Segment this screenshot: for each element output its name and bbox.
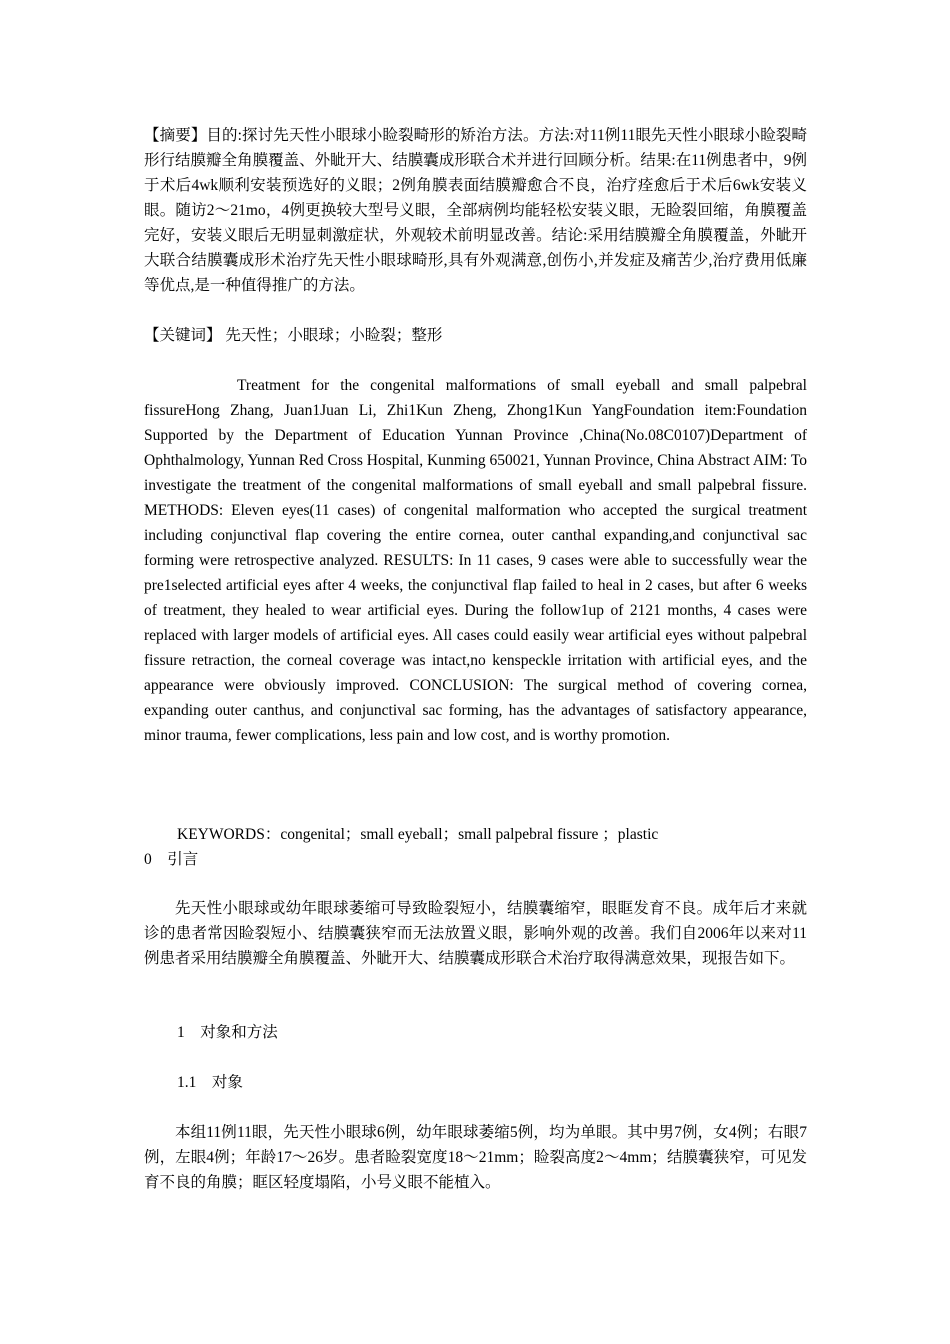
section-1-heading: 1 对象和方法	[177, 1024, 278, 1041]
keywords-english: KEYWORDS：congenital；small eyeball；small palpebral fissure ；plastic	[177, 826, 659, 843]
keywords-chinese: 【关键词】 先天性；小眼球；小睑裂；整形	[144, 327, 443, 344]
introduction-paragraph: 先天性小眼球或幼年眼球萎缩可导致睑裂短小，结膜囊缩窄，眼眶发育不良。成年后才来就诊的患者常因睑裂短小、结膜囊狭窄而无法放置义眼，影响外观的改善。我们自2006年以来对11例患者采用结膜瓣全角膜覆盖、外眦开大、结膜囊成形联合术治疗取得满意效果，现报告如下。	[144, 900, 807, 967]
section-0-heading: 0 引言	[144, 851, 199, 868]
abstract-chinese: 【摘要】目的:探讨先天性小眼球小睑裂畸形的矫治方法。方法:对11例11眼先天性小眼球小睑裂畸形行结膜瓣全角膜覆盖、外眦开大、结膜囊成形联合术并进行回顾分析。结果:在11例患者中，9例于术后4wk顺利安装预选好的义眼；2例角膜表面结膜瓣愈合不良，治疗痊愈后于术后6wk安装义眼。随访2～21mo，4例更换较大型号义眼，全部病例均能轻松安装义眼，无睑裂回缩，角膜覆盖完好，安装义眼后无明显刺激症状，外观较术前明显改善。结论:采用结膜瓣全角膜覆盖，外眦开大联合结膜囊成形术治疗先天性小眼球畸形,具有外观满意,创伤小,并发症及痛苦少,治疗费用低廉等优点,是一种值得推广的方法。	[144, 127, 807, 294]
subjects-paragraph: 本组11例11眼，先天性小眼球6例，幼年眼球萎缩5例，均为单眼。其中男7例，女4例；右眼7例，左眼4例；年龄17～26岁。患者睑裂宽度18～21mm；睑裂高度2～4mm；结膜囊狭窄，可见发育不良的角膜；眶区轻度塌陷，小号义眼不能植入。	[144, 1124, 807, 1191]
abstract-english: Treatment for the congenital malformations of small eyeball and small palpebral fissureHong Zhang, Juan1Juan Li, Zhi1Kun Zheng, Zhong1Kun YangFoundation item:Foundation Supported by the Department of Education Yunnan Province ,China(No.08C0107)Department of Ophthalmology, Yunnan Red Cross Hospital, Kunming 650021, Yunnan Province, China Abstract AIM: To investigate the treatment of the congenital malformations of small eyeball and small palpebral fissure. METHODS: Eleven eyes(11 cases) of congenital malformation who accepted the surgical treatment including conjunctival flap covering the entire cornea, outer canthal expanding,and conjunctival sac forming were retrospective analyzed. RESULTS: In 11 cases, 9 cases were able to successfully wear the pre1selected artificial eyes after 4 weeks, the conjunctival flap failed to heal in 2 cases, but after 6 weeks of treatment, they healed to wear artificial eyes. During the follow1up of 2121 months, 4 cases were replaced with larger models of artificial eyes. All cases could easily wear artificial eyes without palpebral fissure retraction, the corneal coverage was intact,no kenspeckle irritation with artificial eyes, and the appearance were obviously improved. CONCLUSION: The surgical method of covering cornea, expanding outer canthus, and conjunctival sac forming, has the advantages of satisfactory appearance, minor trauma, fewer complications, less pain and low cost, and is worthy promotion.	[144, 377, 807, 744]
section-1-1-heading: 1.1 对象	[177, 1074, 243, 1091]
